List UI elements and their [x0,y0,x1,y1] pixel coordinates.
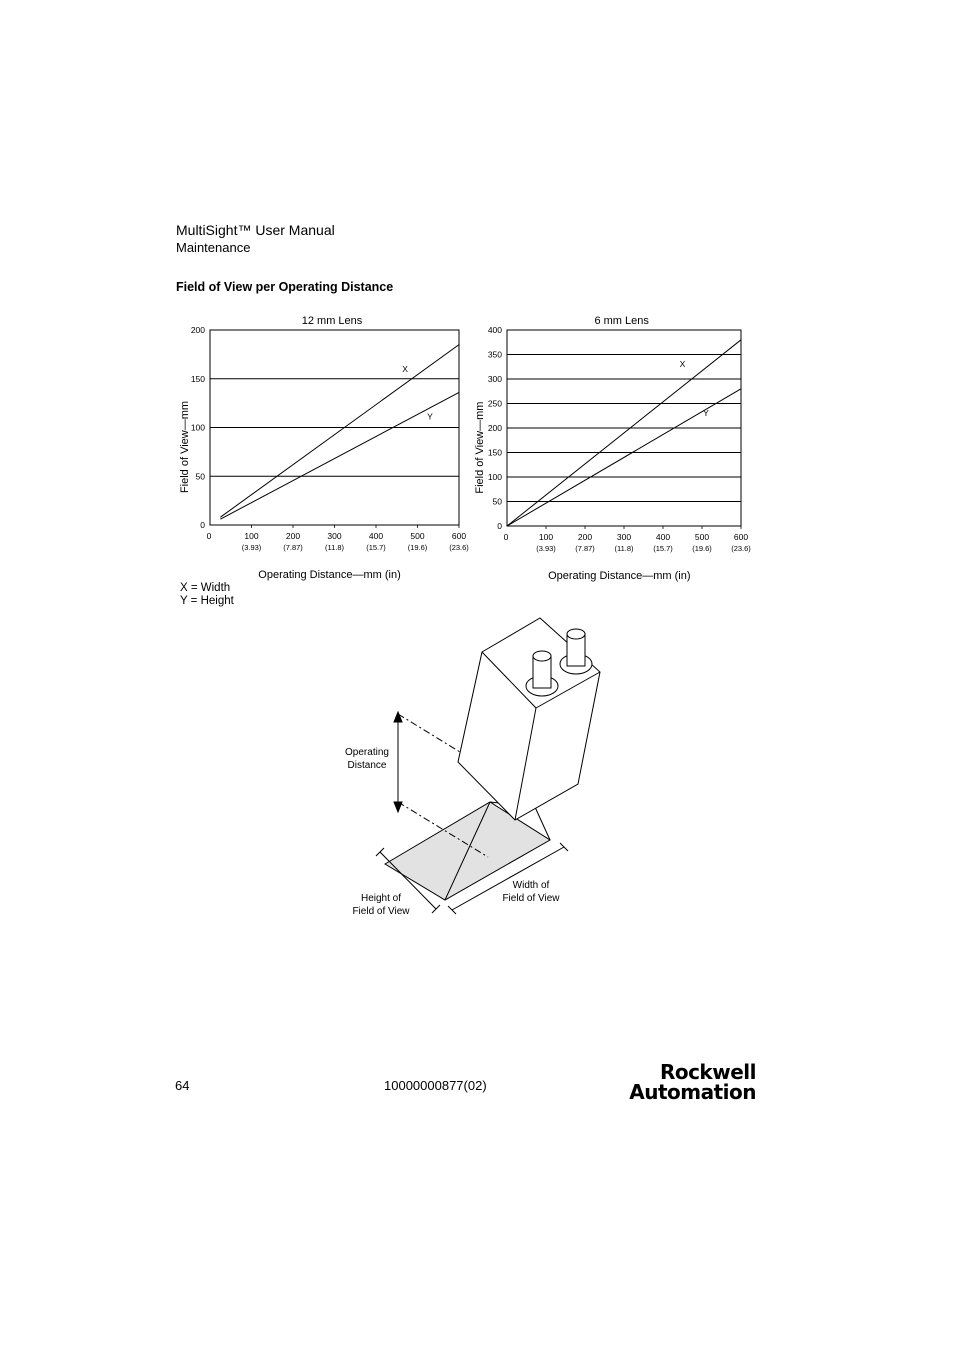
x-tick-sublabel: (3.93) [241,543,262,552]
series-label-y: Y [703,407,709,418]
y-tick-label: 0 [200,520,205,530]
x-tick-label: 600 [733,532,749,542]
height-label-1: Height of [360,893,402,904]
x-tick-label: 100 [244,531,259,541]
y-tick-label: 400 [487,325,502,335]
x-tick-label: 400 [655,532,671,542]
series-line-y [220,392,459,519]
x-tick-label: 600 [451,531,467,541]
x-tick-label: 100 [538,532,554,542]
series-line-x [220,345,459,518]
x-tick-label: 500 [694,532,710,542]
x-tick-sublabel: (7.87) [283,543,303,552]
y-tick-label: 300 [487,374,502,384]
operating-distance-label-2: Distance [347,760,387,771]
y-tick-label: 150 [487,447,502,458]
x-axis-label: Operating Distance—mm (in) [548,570,691,582]
x-tick-sublabel: (15.7) [366,543,386,552]
x-tick-sublabel: (19.6) [692,544,712,553]
width-label-1: Width of [512,880,550,891]
field-of-view-diagram [340,612,620,922]
x-tick-label: 300 [616,532,632,542]
series-label-y: Y [427,411,433,422]
x-tick-sublabel: (23.6) [731,544,751,553]
x-tick-label: 300 [327,531,342,541]
manual-section: Maintenance [176,240,251,255]
chart-6mm-lens [466,310,776,590]
y-tick-label: 0 [497,521,502,531]
legend-x: X = Width [180,582,231,594]
logo-line-1: Rockwell [659,1060,756,1084]
y-axis-label: Field of View—mm [474,401,486,494]
height-label-2: Field of View [352,906,410,917]
y-axis-label: Field of View—mm [179,400,191,494]
chart-title: 6 mm Lens [594,315,649,327]
x-tick-label: 400 [368,531,384,541]
x-tick-label: 0 [503,532,509,542]
y-tick-label: 200 [487,423,502,433]
x-tick-sublabel: (11.8) [614,544,634,553]
logo-line-2: Automation [629,1080,756,1104]
y-tick-label: 50 [492,496,502,507]
rockwell-automation-logo [610,1062,756,1102]
y-tick-label: 50 [195,471,205,482]
y-tick-label: 350 [487,349,502,360]
y-tick-label: 200 [190,325,205,335]
x-tick-label: 200 [285,531,301,541]
manual-title: MultiSight™ User Manual [176,222,335,238]
y-tick-label: 100 [190,422,205,433]
operating-distance-label-1: Operating [345,747,389,758]
y-tick-label: 100 [487,472,502,482]
x-tick-sublabel: (23.6) [449,543,469,552]
x-tick-label: 0 [206,531,212,541]
x-tick-sublabel: (11.8) [324,543,345,552]
x-tick-label: 200 [577,532,593,542]
y-tick-label: 150 [190,373,205,384]
legend-y: Y = Height [180,595,234,607]
x-axis-label: Operating Distance—mm (in) [258,569,401,581]
page-number: 64 [175,1078,190,1093]
x-tick-sublabel: (7.87) [575,544,595,553]
x-tick-sublabel: (15.7) [653,544,673,553]
x-tick-label: 500 [410,531,425,541]
x-tick-sublabel: (19.6) [407,543,428,552]
series-label-x: X [402,363,408,374]
series-line-x [507,340,741,526]
series-label-x: X [679,358,686,369]
section-heading: Field of View per Operating Distance [176,280,394,294]
width-label-2: Field of View [502,893,560,904]
chart-title: 12 mm Lens [301,315,363,327]
y-tick-label: 250 [487,398,502,409]
document-number: 10000000877(02) [384,1078,487,1093]
chart-12mm-lens [170,310,480,590]
x-tick-sublabel: (3.93) [536,544,556,553]
